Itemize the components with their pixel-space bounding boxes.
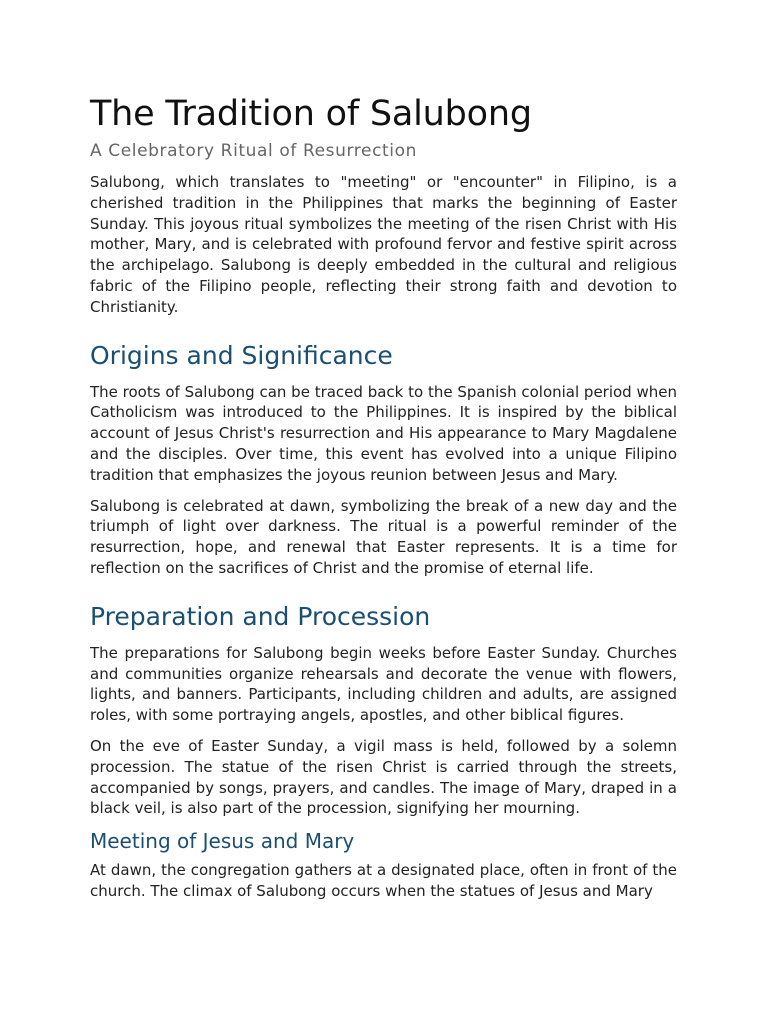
section-heading-origins: Origins and Significance — [90, 340, 393, 370]
paragraph: At dawn, the congregation gathers at a designated place, often in front of the church. The climax of Salubong occurs when the statues of Jesus and Mary — [90, 861, 677, 900]
document-title: The Tradition of Salubong — [90, 94, 532, 134]
document-subtitle: A Celebratory Ritual of Resurrection — [90, 141, 417, 161]
intro-paragraph: Salubong, which translates to "meeting" or "encounter" in Filipino, is a cherished tradition in the Philippines that marks the beginning of Easter Sunday. This joyous ritual symbolizes the meeting of the risen Christ with His mother, Mary, and is celebrated with profound fervor and festive spirit across the archipelago. Salubong is deeply embedded in the cultural and religious fabric of the Filipino people, reflecting their strong faith and devotion to Christianity. — [90, 173, 677, 316]
subsection-heading-meeting: Meeting of Jesus and Mary — [90, 829, 355, 854]
section-heading-preparation: Preparation and Procession — [90, 601, 431, 631]
document-page — [90, 92, 677, 912]
paragraph: The roots of Salubong can be traced back to the Spanish colonial period when Catholicism was introduced to the Philippines. It is inspired by the biblical account of Jesus Christ's resurrection and His appearance to Mary Magdalene and the disciples. Over time, this event has evolved into a unique Filipino tradition that emphasizes the joyous reunion between Jesus and Mary. — [90, 382, 677, 484]
paragraph: Salubong is celebrated at dawn, symbolizing the break of a new day and the triumph of light over darkness. The ritual is a powerful reminder of the resurrection, hope, and renewal that Easter represents. It is a time for reflection on the sacrifices of Christ and the promise of eternal life. — [90, 496, 677, 577]
paragraph: On the eve of Easter Sunday, a vigil mass is held, followed by a solemn procession. The statue of the risen Christ is carried through the streets, accompanied by songs, prayers, and candles. The image of Mary, draped in a black veil, is also part of the procession, signifying her mourning. — [90, 736, 677, 818]
paragraph: The preparations for Salubong begin weeks before Easter Sunday. Churches and communities organize rehearsals and decorate the venue with flowers, lights, and banners. Participants, including children and adults, are assigned roles, with some portraying angels, apostles, and other biblical figures. — [90, 643, 677, 725]
